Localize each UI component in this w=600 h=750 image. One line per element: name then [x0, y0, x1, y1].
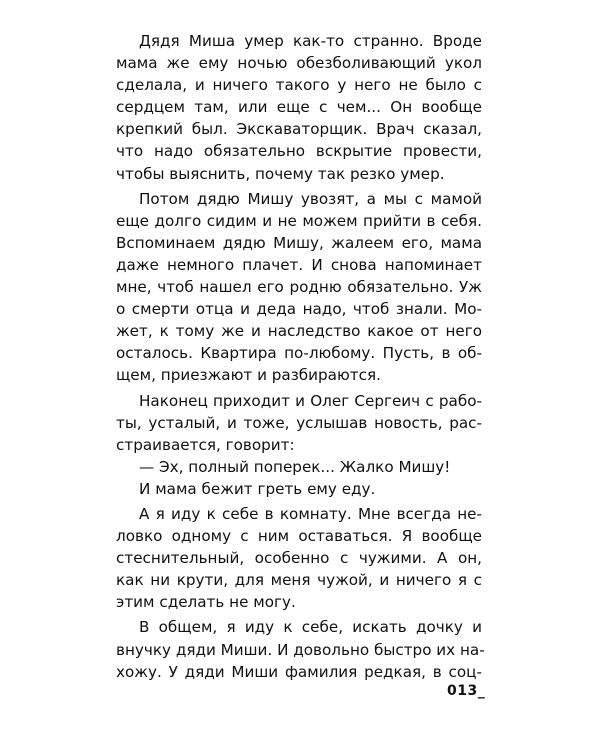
- text-line: Дядя Миша умер как-то странно. Вроде: [139, 32, 482, 50]
- text-line: хожу. У дяди Миши фамилия редкая, в соц-: [116, 662, 482, 681]
- text-line: В общем, я иду к себе, искать дочку и: [139, 618, 482, 637]
- text-line: даже немного плачет. И снова напоминает: [116, 255, 482, 274]
- text-line: внучку дяди Миши. И довольно быстро их на-: [116, 640, 485, 659]
- text-line: осталось. Квартира по-любому. Пусть, в об-: [116, 344, 482, 363]
- page-body-text: [116, 30, 485, 683]
- text-line: страивается, говорит:: [116, 435, 295, 454]
- text-line: — Эх, полный поперек... Жалко Мишу!: [139, 457, 451, 476]
- text-line: чтобы выяснить, почему так резко умер.: [116, 164, 445, 183]
- text-line: И мама бежит греть ему еду.: [139, 479, 376, 498]
- paragraph: [116, 30, 482, 185]
- text-line: жет, к тому же и наследство какое от него: [116, 322, 482, 341]
- paragraph: [116, 616, 485, 682]
- text-line: Вспоминаем дядю Мишу, жалеем его, мама: [116, 233, 482, 252]
- text-line: еще долго сидим и не можем прийти в себя.: [116, 211, 482, 230]
- text-line: крепкий был. Экскаваторщик. Врач сказал,: [116, 120, 482, 139]
- text-line: мне, чтоб нашел его родню обязательно. Уж: [116, 278, 482, 297]
- text-line: Наконец приходит и Олег Сергеич с рабо-: [139, 391, 482, 410]
- text-line: стеснительный, особенно с чужими. А он,: [116, 549, 482, 568]
- text-line: сделала, и ничего такого у него не было с: [116, 76, 482, 95]
- text-line: щем, приезжают и разбираются.: [116, 366, 381, 385]
- text-line: о смерти отца и деда надо, чтоб знали. Мо-: [116, 300, 482, 319]
- paragraph: [116, 390, 482, 456]
- text-line: А я иду к себе в комнату. Мне всегда не-: [139, 504, 482, 523]
- paragraph: [116, 478, 482, 500]
- text-line: этим сделать не могу.: [116, 593, 296, 612]
- text-line: что надо обязательно вскрытие провести,: [116, 142, 482, 161]
- dialogue-line: [116, 456, 482, 478]
- text-line: мама же ему ночью обезболивающий укол: [116, 54, 482, 73]
- text-line: Потом дядю Мишу увозят, а мы с мамой: [139, 189, 482, 208]
- text-line: ловко одному с ним оставаться. Я вообще: [116, 527, 482, 546]
- text-line: сердцем там, или еще с чем... Он вообще: [116, 98, 482, 117]
- page-number: 013_: [447, 683, 486, 699]
- paragraph: [116, 188, 482, 387]
- text-line: ты, усталый, и тоже, услышав новость, рас-: [116, 413, 482, 432]
- text-line: как ни крути, для меня чужой, и ничего я с: [116, 571, 482, 590]
- paragraph: [116, 503, 482, 613]
